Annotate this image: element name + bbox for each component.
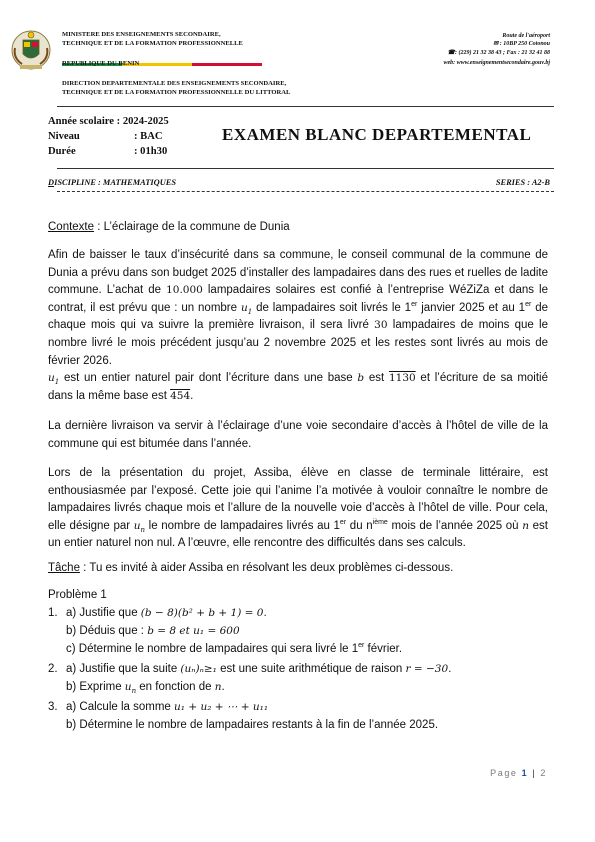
math-var: n xyxy=(214,681,222,693)
math-number: 10.000 xyxy=(166,284,203,297)
sup: er xyxy=(358,642,365,650)
level-value: : BAC xyxy=(134,131,163,142)
question-3b: b) Détermine le nombre de lampadaires restants à la fin de l’année 2025. xyxy=(66,719,439,731)
text: du n xyxy=(346,519,373,532)
school-year: Année scolaire : 2024-2025 xyxy=(48,116,169,127)
text: c) Détermine le nombre de lampadaires qui sera livré le 1 xyxy=(66,643,359,655)
question-1a xyxy=(66,605,267,623)
paragraph-2 xyxy=(48,370,548,405)
math-un xyxy=(124,681,137,696)
discipline-divider xyxy=(57,191,554,192)
math-u1 xyxy=(241,302,252,314)
duration-value: : 01h30 xyxy=(134,146,168,157)
discipline-initial: D xyxy=(48,178,55,187)
text: le nombre de lampadaires livrés au 1 xyxy=(145,519,340,532)
exam-title: EXAMEN BLANC DEPARTEMENTAL xyxy=(222,125,532,144)
problem-title: Problème 1 xyxy=(48,589,107,601)
meta-divider xyxy=(57,168,554,169)
text: est xyxy=(364,372,389,384)
page-current: 1 xyxy=(521,768,529,778)
discipline-text: ISCIPLINE : MATHEMATIQUES xyxy=(54,178,176,187)
math-expression: (uₙ)ₙ≥₁ xyxy=(180,663,217,675)
math-var: b xyxy=(357,372,365,384)
text: Lors de la présentation du projet, Assiba, élève en classe de terminale littéraire, est enthousiasmée par l’exposé. Cette joie qui l’anime l’a motivée à vouloir connaître le nombre de lampadaires livrés chaque mois et l’allure de la nouvelle voie d’accès à l’hôtel de ville. Pour cela, elle désigne par xyxy=(48,467,548,532)
page-separator: | xyxy=(528,768,541,778)
flag-stripe xyxy=(62,53,262,56)
context-text: : L’éclairage de la commune de Dunia xyxy=(94,221,290,233)
math-sub: n xyxy=(131,687,137,696)
math-var: u xyxy=(133,519,141,532)
text: est un entier naturel non nul. A l’œuvre, elle rencontre des difficultés dans ses calculs. xyxy=(48,519,548,550)
question-number: 3. xyxy=(48,701,58,713)
math-var: u xyxy=(48,372,55,384)
republic-name: REPUBLIQUE DU BENIN xyxy=(62,60,140,67)
question-3a xyxy=(66,699,268,717)
question-2b xyxy=(66,679,225,697)
paragraph-1 xyxy=(48,247,548,370)
sup: er xyxy=(339,518,347,526)
question-1c xyxy=(66,641,402,659)
page-number xyxy=(490,768,547,778)
duration-label: Durée xyxy=(48,146,76,157)
math-u1 xyxy=(48,372,60,387)
math-expression: r = −30. xyxy=(405,663,452,675)
math-sub: n xyxy=(140,525,146,534)
sup: er xyxy=(525,300,532,308)
text: a) Calcule la somme xyxy=(66,701,175,713)
text: en fonction de xyxy=(136,681,215,693)
text: et l’écriture de sa moitié dans la même base est xyxy=(48,372,548,402)
math-var: u xyxy=(124,681,132,693)
text: mois de l’année 2025 où xyxy=(387,519,523,532)
math-un xyxy=(134,520,145,532)
direction-name-line2: TECHNIQUE ET DE LA FORMATION PROFESSIONNELLE DU LITTORAL xyxy=(62,89,291,96)
task-label: Tâche xyxy=(48,562,80,574)
text: a) Justifie que la suite xyxy=(66,663,181,675)
phone-fax: ☎: (229) 21 32 38 43 ; Fax : 21 32 41 88 xyxy=(447,50,550,56)
sup: er xyxy=(411,300,418,308)
level-label: Niveau xyxy=(48,131,80,142)
address-line: Route de l'aéroport xyxy=(502,33,550,39)
text: de chaque mois qui va suivre la première livraison, il sera livré xyxy=(48,301,549,332)
paragraph-4 xyxy=(48,465,548,553)
text: de lampadaires soit livrés le 1 xyxy=(252,301,412,314)
math-number: 454 xyxy=(170,389,191,402)
sup: ième xyxy=(372,518,388,526)
text: b) Exprime xyxy=(66,681,125,693)
text: lampadaires solaires est confié à l’entreprise WéZiZa et dans le contrat, il est prévu que : un nombre xyxy=(48,284,548,314)
task-line xyxy=(48,560,548,578)
text: Afin de baisser le taux d’insécurité dans sa commune, le conseil communal de la commune de Dunia a prévu dans son budget 2025 d’installer des lampadaires dans des rues et ruelles de ladite commune. L’achat de xyxy=(48,249,548,297)
text: a) Justifie que xyxy=(66,607,141,619)
text: est un entier naturel pair dont l’écriture dans une base xyxy=(59,372,358,384)
page-total: 2 xyxy=(540,768,547,778)
text: février. xyxy=(364,643,403,655)
math-number: 30 xyxy=(374,319,388,332)
text: b) Déduis que : xyxy=(66,625,148,637)
question-1b xyxy=(66,623,240,641)
text: janvier 2025 et au 1 xyxy=(417,301,526,314)
direction-name-line1: DIRECTION DEPARTEMENTALE DES ENSEIGNEMENTS SECONDAIRE, xyxy=(62,80,287,87)
math-expression: u₁ + u₂ + ⋯ + u₁₁ xyxy=(174,701,269,713)
math-number: 1130 xyxy=(388,372,416,384)
math-var: n xyxy=(522,519,529,532)
question-2a xyxy=(66,661,452,679)
question-number: 2. xyxy=(48,663,58,675)
website: web: www.enseignementsecondaire.gouv.bj xyxy=(443,60,550,66)
context-line xyxy=(48,219,548,237)
text: . xyxy=(221,681,225,693)
page-word: Page xyxy=(490,768,522,778)
postal-box: ✉ : 10BP 250 Cotonou xyxy=(493,41,550,47)
math-sub: 1 xyxy=(54,378,60,387)
math-expression: (b − 8)(b² + b + 1) = 0. xyxy=(140,607,267,619)
ministry-name-line1: MINISTERE DES ENSEIGNEMENTS SECONDAIRE, xyxy=(62,31,221,38)
context-label: Contexte xyxy=(48,221,95,233)
question-number: 1. xyxy=(48,607,58,619)
math-sub: 1 xyxy=(247,307,253,316)
text: est une suite arithmétique de raison xyxy=(216,663,406,675)
coat-of-arms-icon xyxy=(10,28,52,72)
paragraph-3: La dernière livraison va servir à l’éclairage d’une voie secondaire d’accès à l’hôtel de ville de la commune qui est bitumée dans l’année. xyxy=(48,420,548,450)
math-var: u xyxy=(240,301,248,314)
task-text: : Tu es invité à aider Assiba en résolvant les deux problèmes ci-dessous. xyxy=(79,562,454,574)
math-expression: b = 8 et u₁ = 600 xyxy=(147,625,240,637)
series: SERIES : A2-B xyxy=(495,178,550,187)
ministry-name-line2: TECHNIQUE ET DE LA FORMATION PROFESSIONNELLE xyxy=(62,40,243,47)
header-divider xyxy=(57,106,554,107)
discipline xyxy=(48,178,176,187)
text: lampadaires de moins que le nombre livré le mois précédent jusqu’au 2 novembre 2025 et les restes sont livrés au mois de février 2026. xyxy=(48,319,549,367)
text: . xyxy=(190,389,194,402)
